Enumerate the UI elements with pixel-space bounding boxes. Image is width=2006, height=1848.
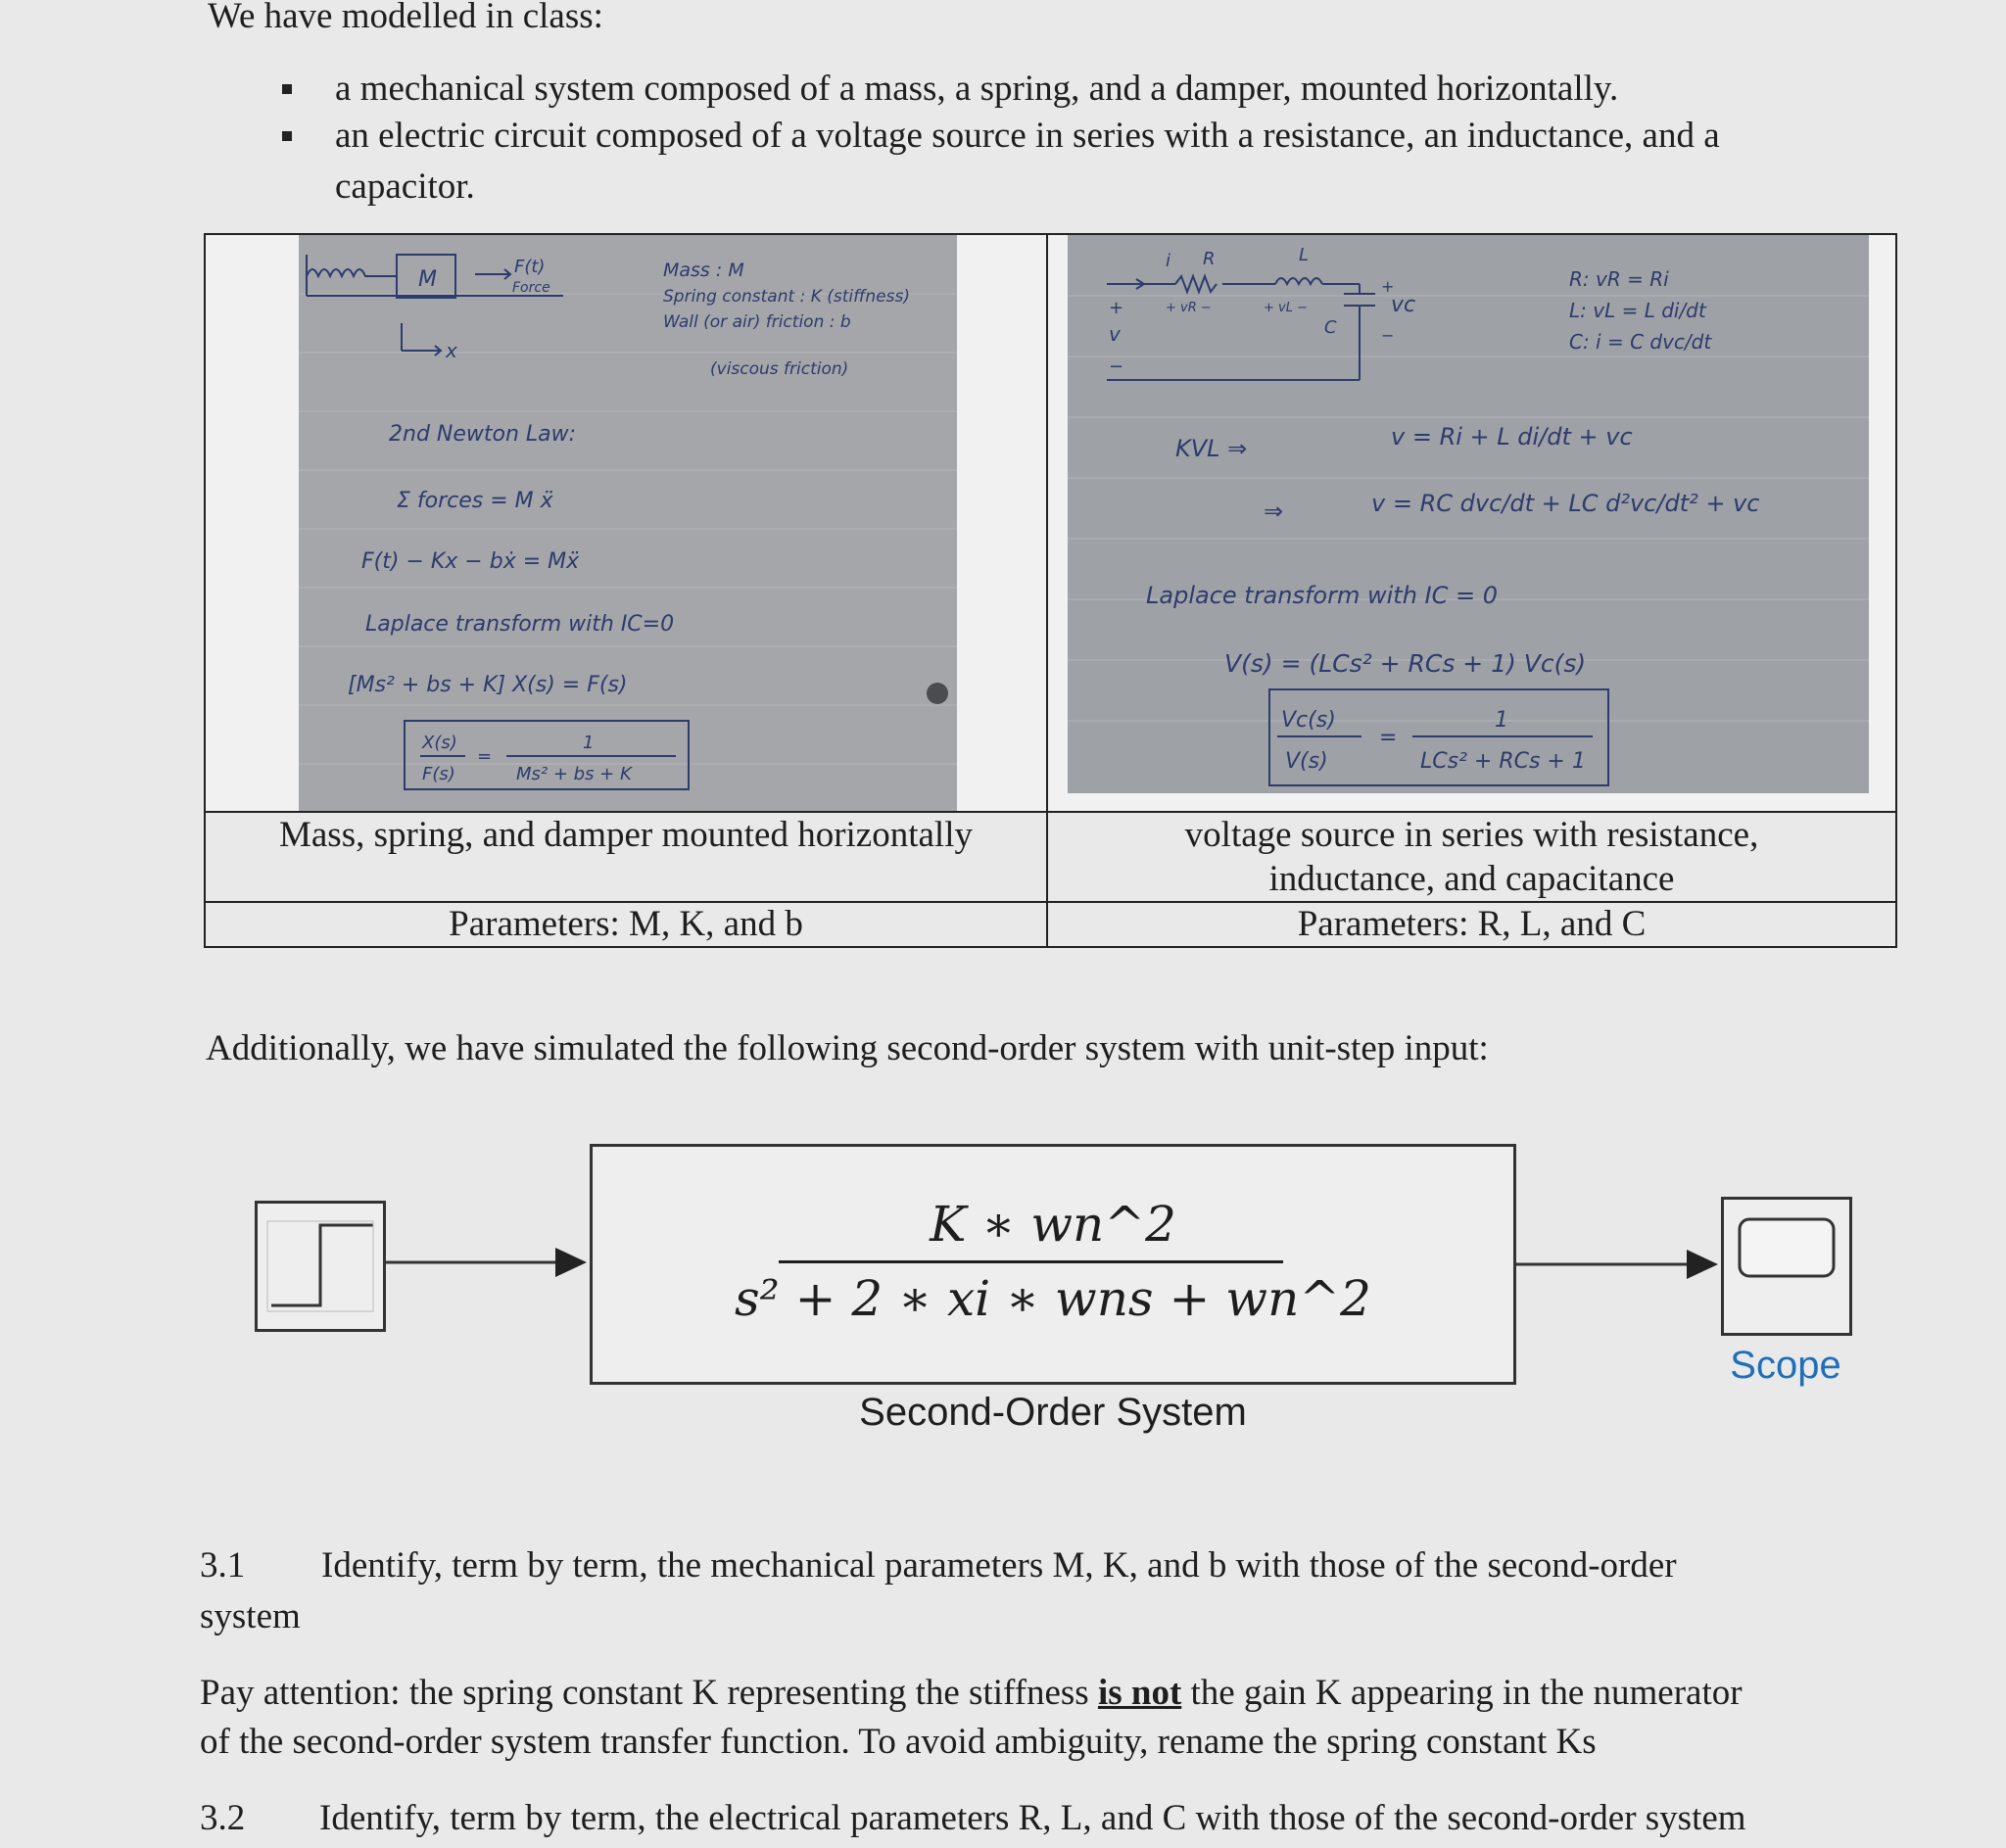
attention-line-1: Pay attention: the spring constant K representing the stiffness is not the gain K appearing in the numerator [200, 1673, 1743, 1713]
mech-tf-den: F(s) [422, 764, 455, 784]
elec-plus-c: + [1381, 277, 1395, 296]
mech-laplace: Laplace transform with IC=0 [365, 612, 675, 637]
q31-text-cont: system [200, 1596, 301, 1636]
elec-vL-label: + vL − [1264, 301, 1308, 315]
mech-mass-label: M [418, 267, 437, 292]
attention-emphasis: is not [1097, 1673, 1182, 1713]
scope-label: Scope [1730, 1344, 1841, 1387]
mech-equation: F(t) − Kx − bẋ = Mẍ [361, 549, 580, 574]
tf-denominator: s² + 2 ∗ xi ∗ wns + wn^2 [735, 1270, 1371, 1327]
additional-text: Additionally, we have simulated the following second-order system with unit-step input: [206, 1028, 1489, 1068]
bullet-marker [282, 131, 292, 141]
mech-params: Parameters: M, K, and b [205, 902, 1047, 947]
elec-L-label: L [1299, 245, 1310, 265]
mech-laplace-result: [Ms² + bs + K] X(s) = F(s) [348, 673, 628, 697]
mech-caption: Mass, spring, and damper mounted horizontally [205, 812, 1047, 902]
bullet-mechanical: a mechanical system composed of a mass, a spring, and a damper, mounted horizontally. [335, 69, 1619, 109]
scope-icon [1724, 1200, 1849, 1333]
intro-heading: We have modelled in class: [208, 0, 603, 36]
svg-text:=: = [477, 746, 493, 767]
bullet-electric-cont: capacitor. [335, 166, 475, 207]
elec-rel-C: C: i = C dvc/dt [1569, 330, 1712, 354]
elec-rel-R: R: vR = Ri [1569, 267, 1669, 291]
elec-C-label: C [1324, 317, 1337, 338]
tf-fraction-bar [779, 1260, 1283, 1263]
attention-line-2: of the second-order system transfer function. To avoid ambiguity, rename the spring constant Ks [200, 1722, 1597, 1762]
tf-to-scope-arrow [1514, 1244, 1724, 1283]
elec-caption: voltage source in series with resistance, inductance, and capacitance [1047, 812, 1896, 902]
figure-table [204, 233, 1897, 948]
q31-text: Identify, term by term, the mechanical parameters M, K, and b with those of the second-order [321, 1545, 1677, 1586]
mech-legend-friction: Wall (or air) friction : b [663, 312, 851, 332]
elec-kvl-eq2: v = RC dvc/dt + LC d²vc/dt² + vc [1371, 490, 1760, 517]
tf-numerator: K ∗ wn^2 [930, 1196, 1176, 1253]
mech-force-symbol: F(t) [514, 257, 546, 277]
elec-R-label: R [1203, 249, 1216, 269]
mech-tf-rhs-den: Ms² + bs + K [516, 764, 632, 784]
mech-x-label: x [446, 339, 457, 362]
elec-i-label: i [1166, 251, 1171, 271]
elec-vs-eq: V(s) = (LCs² + RCs + 1) Vc(s) [1224, 649, 1587, 678]
elec-vc-label: vc [1391, 293, 1416, 317]
tf-block-label: Second-Order System [859, 1391, 1247, 1434]
elec-plus-left: + [1109, 298, 1124, 318]
elec-tf-rhs-den: LCs² + RCs + 1 [1420, 749, 1586, 774]
elec-minus-c: − [1381, 326, 1395, 345]
mech-tf-num: X(s) [422, 733, 457, 753]
q31-number: 3.1 [200, 1545, 246, 1586]
elec-kvl-arrow: ⇒ [1264, 498, 1284, 525]
electrical-notes-photo [1048, 235, 1895, 811]
svg-text:=: = [1379, 726, 1398, 750]
elec-tf-num: Vc(s) [1281, 708, 1336, 733]
bullet-marker [282, 84, 292, 94]
mechanical-notes-photo [206, 235, 1046, 811]
step-to-tf-arrow [383, 1242, 594, 1281]
elec-kvl-eq1: v = Ri + L di/dt + vc [1391, 423, 1633, 450]
elec-tf-den: V(s) [1285, 749, 1328, 774]
q32-text: Identify, term by term, the electrical parameters R, L, and C with those of the second-order system [319, 1798, 1746, 1838]
mech-legend-viscous: (viscous friction) [710, 359, 849, 379]
mech-legend-mass: Mass : M [663, 260, 744, 281]
step-icon [258, 1204, 383, 1329]
mech-legend-spring: Spring constant : K (stiffness) [663, 287, 910, 307]
second-order-system-block[interactable] [590, 1144, 1516, 1385]
elec-tf-rhs-num: 1 [1495, 708, 1508, 733]
mech-sum-forces: Σ forces = M ẍ [397, 489, 553, 513]
elec-v-label: v [1109, 322, 1121, 346]
step-block[interactable] [255, 1201, 386, 1332]
elec-minus-left: − [1109, 356, 1124, 377]
mech-newton-law: 2nd Newton Law: [389, 422, 577, 447]
q32-number: 3.2 [200, 1798, 246, 1838]
elec-vR-label: + vR − [1166, 301, 1212, 315]
elec-params: Parameters: R, L, and C [1047, 902, 1896, 947]
elec-rel-L: L: vL = L di/dt [1569, 299, 1706, 322]
scope-block[interactable] [1721, 1197, 1852, 1336]
mech-tf-rhs-num: 1 [583, 733, 595, 753]
elec-laplace: Laplace transform with IC = 0 [1146, 582, 1499, 609]
bullet-electric: an electric circuit composed of a voltage source in series with a resistance, an inductance, and a [335, 116, 1720, 156]
mech-force-label: Force [512, 280, 550, 296]
elec-kvl-label: KVL ⇒ [1175, 435, 1248, 462]
